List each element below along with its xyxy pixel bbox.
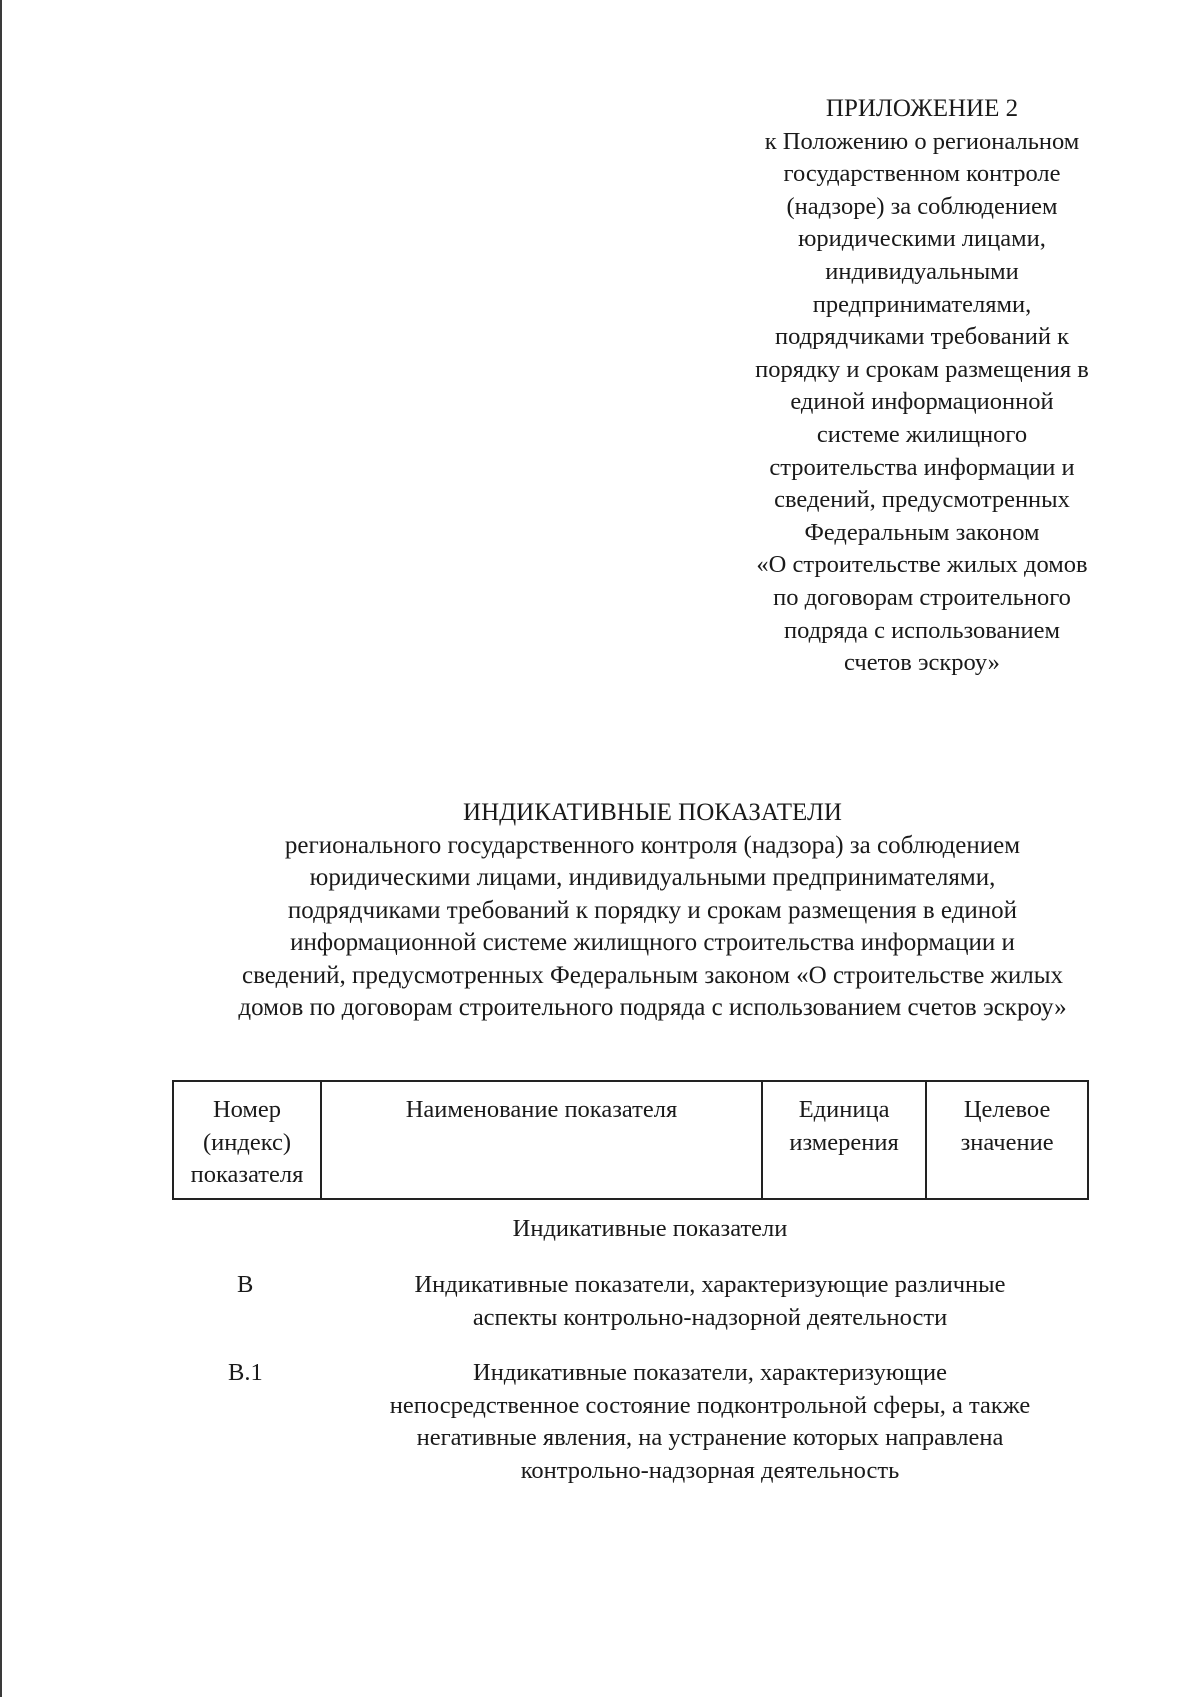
row-description-line: непосредственное состояние подконтрольной сферы, а также [389,1391,1031,1419]
appendix-line: государственном контроле [783,160,1061,188]
document-title-line: сведений, предусмотренных Федеральным законом «О строительстве жилых [241,961,1063,989]
row-description-line: Индикативные показатели, характеризующие [473,1359,947,1386]
document-title-line: информационной системе жилищного строительства информации и [290,929,1015,956]
header-unit [762,1081,926,1199]
header-target-line: значение [960,1128,1054,1156]
row-code: В [237,1271,254,1298]
header-number-line: (индекс) [202,1128,292,1156]
header-number-line: показателя [190,1161,304,1188]
row-code: В.1 [228,1359,263,1386]
appendix-block [722,93,1122,680]
appendix-line: к Положению о региональном [764,127,1080,155]
document-heading: ИНДИКАТИВНЫЕ ПОКАЗАТЕЛИ [463,799,842,826]
row-description [350,1269,1070,1334]
appendix-line: «О строительстве жилых домов [756,551,1088,579]
appendix-line: юридическими лицами, [798,225,1046,253]
appendix-line: по договорам строительного [773,583,1071,611]
document-title-line: подрядчиками требований к порядку и срокам размещения в единой [287,896,1018,924]
header-target-line: Целевое [963,1096,1051,1123]
appendix-line: (надзоре) за соблюдением [786,192,1058,220]
appendix-line: индивидуальными [825,257,1019,285]
appendix-line: порядку и срокам размещения в [755,355,1089,383]
header-number-line: Номер [212,1096,282,1123]
appendix-line: единой информационной [790,388,1054,416]
indicators-table [172,1080,1089,1200]
document-title [165,797,1140,1025]
document-title-line: домов по договорам строительного подряда с использованием счетов эскроу» [238,994,1067,1021]
header-name-line: Наименование показателя [405,1096,678,1123]
row-description-line: аспекты контрольно-надзорной деятельности [472,1303,948,1331]
appendix-line: подряда с использованием [783,616,1061,644]
appendix-title: ПРИЛОЖЕНИЕ 2 [825,95,1019,122]
header-unit-line: Единица [798,1096,890,1123]
header-number [173,1081,321,1199]
appendix-line: Федеральным законом [804,518,1040,546]
appendix-line: сведений, предусмотренных [774,486,1070,514]
appendix-line: предпринимателями, [812,290,1032,318]
document-title-line: регионального государственного контроля (надзора) за соблюдением [284,831,1021,859]
header-target [926,1081,1088,1199]
row-description-line: негативные явления, на устранение которых направлена [416,1424,1004,1451]
row-description [330,1357,1090,1487]
row-description-line: контрольно-надзорная деятельность [520,1456,900,1484]
appendix-line: счетов эскроу» [844,649,1000,677]
appendix-line: строительства информации и [769,453,1075,481]
row-description-line: Индикативные показатели, характеризующие различные [414,1271,1006,1298]
document-title-line: юридическими лицами, индивидуальными предпринимателями, [309,864,996,891]
page-edge [0,0,2,1697]
header-name [321,1081,762,1199]
header-unit-line: измерения [789,1128,899,1156]
appendix-line: подрядчиками требований к [774,323,1069,351]
table-header-row [173,1081,1088,1199]
appendix-line: системе жилищного [816,420,1028,448]
section-heading: Индикативные показатели [512,1215,788,1242]
